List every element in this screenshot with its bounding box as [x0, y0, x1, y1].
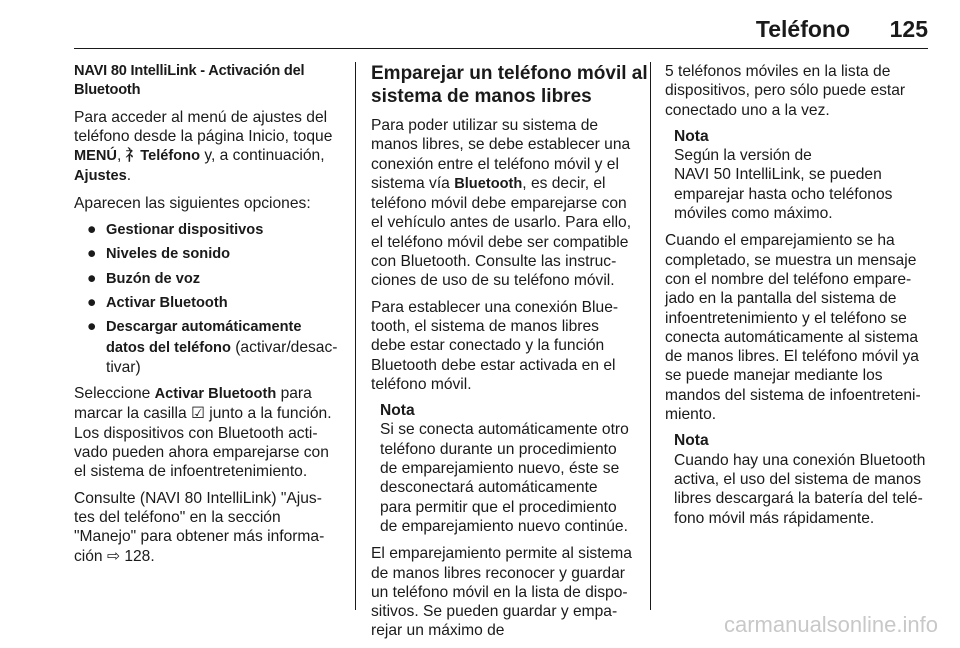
- option-item: [74, 244, 346, 264]
- note-text: [674, 451, 928, 528]
- text-line: Para poder utilizar su sistema de: [371, 117, 599, 134]
- text-line: activa, el uso del sistema de manos: [674, 470, 922, 488]
- text-line: ción ⇨ 128.: [74, 547, 155, 565]
- bold-term: datos del teléfono: [106, 339, 231, 356]
- note-text: [380, 420, 634, 536]
- options-intro: Aparecen las siguientes opciones:: [74, 194, 311, 212]
- text-line: teléfono desde la página Inicio, toque: [74, 127, 333, 145]
- text-line: conecta automáticamente al sistema: [665, 328, 919, 346]
- text-line: Cuando el emparejamiento se ha: [665, 232, 895, 250]
- options-list: [74, 220, 346, 377]
- text-line: NAVI 50 IntelliLink, se pueden: [674, 166, 882, 184]
- note-auto-connect: [371, 401, 634, 536]
- text-line: [106, 269, 346, 289]
- text-line: "Manejo" para obtener más informa-: [74, 528, 325, 546]
- text-line: datos del teléfono (activar/desac-: [106, 338, 338, 356]
- note-battery: [665, 431, 928, 527]
- text-line: rejar un máximo de: [371, 622, 505, 640]
- bold-term: ⺭: [125, 148, 141, 165]
- text-line: tes del teléfono" en la sección: [74, 508, 281, 526]
- text-line: Ajustes.: [74, 167, 132, 185]
- watermark: carmanualsonline.info: [723, 612, 938, 637]
- pairing-heading: [371, 62, 648, 108]
- text-line: teléfono móvil.: [371, 375, 472, 393]
- text-line: Bluetooth debe estar activada en el: [371, 356, 616, 374]
- text-line: emparejar hasta ocho teléfonos: [674, 185, 893, 203]
- bullet-icon: ●: [87, 318, 97, 336]
- header-rule: [74, 48, 928, 49]
- text-line: debe estar conectado y la función: [371, 337, 605, 355]
- text-line: Para acceder al menú de ajustes del: [74, 108, 328, 126]
- text-line: para permitir que el procedimiento: [380, 498, 617, 516]
- text-line: Si se conecta automáticamente otro: [380, 421, 629, 439]
- text-line: Cuando hay una conexión Bluetooth: [674, 451, 926, 469]
- heading-line: sistema de manos libres: [371, 86, 592, 107]
- pairing-storage-paragraph: [371, 544, 634, 640]
- text-line: de emparejamiento nuevo continúe.: [380, 517, 628, 535]
- text-line: mandos del sistema de infoentreteni-: [665, 386, 921, 404]
- bullet-icon: ●: [87, 221, 97, 239]
- page-header: [74, 14, 928, 50]
- text-line: un teléfono móvil en la lista de dispo-: [371, 583, 628, 601]
- text-line: Para establecer una conexión Blue-: [371, 298, 619, 316]
- bold-term: Niveles de sonido: [106, 246, 231, 263]
- pairing-intro-paragraph: [371, 116, 634, 291]
- bullet-icon: ●: [87, 245, 97, 263]
- text-line: fono móvil más rápidamente.: [674, 509, 875, 527]
- bold-term: Descargar automáticamente: [106, 319, 302, 336]
- option-item: [74, 220, 346, 240]
- text-line: de manos libres. El teléfono móvil ya: [665, 348, 919, 366]
- text-line: teléfono móvil debe emparejarse con: [371, 195, 627, 213]
- note-title: Nota: [380, 402, 415, 420]
- heading-line: NAVI 80 IntelliLink - Activación del: [74, 63, 305, 79]
- text-line: [106, 244, 346, 264]
- bold-term: Bluetooth: [454, 175, 523, 192]
- text-line: móviles como máximo.: [674, 205, 833, 223]
- text-line: ciones de uso de su teléfono móvil.: [371, 272, 615, 290]
- text-line: Consulte (NAVI 80 IntelliLink) "Ajus-: [74, 489, 322, 507]
- option-item: [74, 269, 346, 289]
- section-title: Teléfono: [755, 16, 850, 42]
- text-line: el teléfono móvil debe ser compatible: [371, 233, 629, 251]
- bluetooth-connection-paragraph: [371, 298, 634, 394]
- bullet-icon: ●: [87, 293, 97, 311]
- text-line: con el nombre del teléfono empare-: [665, 270, 912, 288]
- column-divider-2: [650, 62, 651, 610]
- text-line: jado en la pantalla del sistema de: [665, 290, 897, 308]
- note-navi50: [665, 127, 928, 223]
- bold-term: Activar Bluetooth: [106, 294, 228, 311]
- text-line: el sistema de infoentretenimiento.: [74, 463, 308, 481]
- bullet-icon: ●: [87, 269, 97, 287]
- text-line: sitivos. Se pueden guardar y empa-: [371, 603, 618, 621]
- column-1: [74, 62, 346, 573]
- text-line: [106, 293, 346, 313]
- text-line: el vehículo antes de usarlo. Para ello,: [371, 214, 632, 232]
- text-line: tivar): [106, 358, 141, 376]
- note-title: Nota: [674, 432, 709, 450]
- option-item: [74, 317, 346, 377]
- text-line: de emparejamiento nuevo, éste se: [380, 460, 620, 478]
- heading-line: Bluetooth: [74, 82, 141, 99]
- menu-access-paragraph: [74, 108, 346, 187]
- text-line: con Bluetooth. Consulte las instruc-: [371, 253, 617, 271]
- text-line: [106, 220, 346, 240]
- column-divider-1: [355, 62, 356, 610]
- text-line: conexión entre el teléfono móvil y el: [371, 155, 619, 173]
- text-line: manos libres, se debe establecer una: [371, 136, 631, 154]
- text-line: [106, 317, 346, 337]
- bold-term: Teléfono: [140, 148, 200, 165]
- text-line: teléfono durante un procedimiento: [380, 440, 617, 458]
- bluetooth-activation-heading: [74, 62, 346, 101]
- page-number: 125: [889, 16, 928, 42]
- text-line: miento.: [665, 406, 717, 424]
- text-line: Seleccione Activar Bluetooth para: [74, 385, 312, 403]
- bold-term: Activar Bluetooth: [154, 386, 277, 403]
- pairing-complete-paragraph: [665, 231, 928, 424]
- text-line: infoentretenimiento y el teléfono se: [665, 309, 907, 327]
- text-line: dispositivos, pero sólo puede estar: [665, 82, 906, 100]
- option-item: [74, 293, 346, 313]
- column-3: [665, 62, 928, 536]
- text-line: 5 teléfonos móviles en la lista de: [665, 63, 891, 80]
- bold-term: Gestionar dispositivos: [106, 222, 264, 239]
- text-line: El emparejamiento permite al sistema: [371, 545, 632, 563]
- text-line: Los dispositivos con Bluetooth acti-: [74, 424, 318, 442]
- text-line: completado, se muestra un mensaje: [665, 251, 917, 269]
- text-line: conectado uno a la vez.: [665, 101, 830, 119]
- text-line: Según la versión de: [674, 147, 812, 165]
- column-2: [371, 62, 648, 648]
- text-line: desconectará automáticamente: [380, 479, 598, 497]
- text-line: se puede manejar mediante los: [665, 367, 883, 385]
- text-line: de manos libres reconocer y guardar: [371, 564, 625, 582]
- heading-line: Emparejar un teléfono móvil al: [371, 63, 648, 84]
- note-title: Nota: [674, 127, 709, 145]
- bold-term: MENÚ: [74, 148, 117, 165]
- note-text: [674, 146, 928, 223]
- bold-term: Buzón de voz: [106, 270, 201, 287]
- activate-bluetooth-paragraph: [74, 384, 346, 481]
- see-also-paragraph: [74, 489, 346, 566]
- text-line: MENÚ, ⺭Teléfono y, a continuación,: [74, 147, 325, 165]
- text-line: marcar la casilla ☑ junto a la función.: [74, 405, 332, 423]
- text-line: vado pueden ahora emparejarse con: [74, 444, 329, 462]
- bold-term: Ajustes: [74, 168, 127, 185]
- text-line: tooth, el sistema de manos libres: [371, 317, 599, 335]
- text-line: sistema vía Bluetooth, es decir, el: [371, 174, 606, 192]
- device-list-paragraph: [665, 62, 928, 120]
- text-line: libres descargará la batería del telé-: [674, 490, 923, 508]
